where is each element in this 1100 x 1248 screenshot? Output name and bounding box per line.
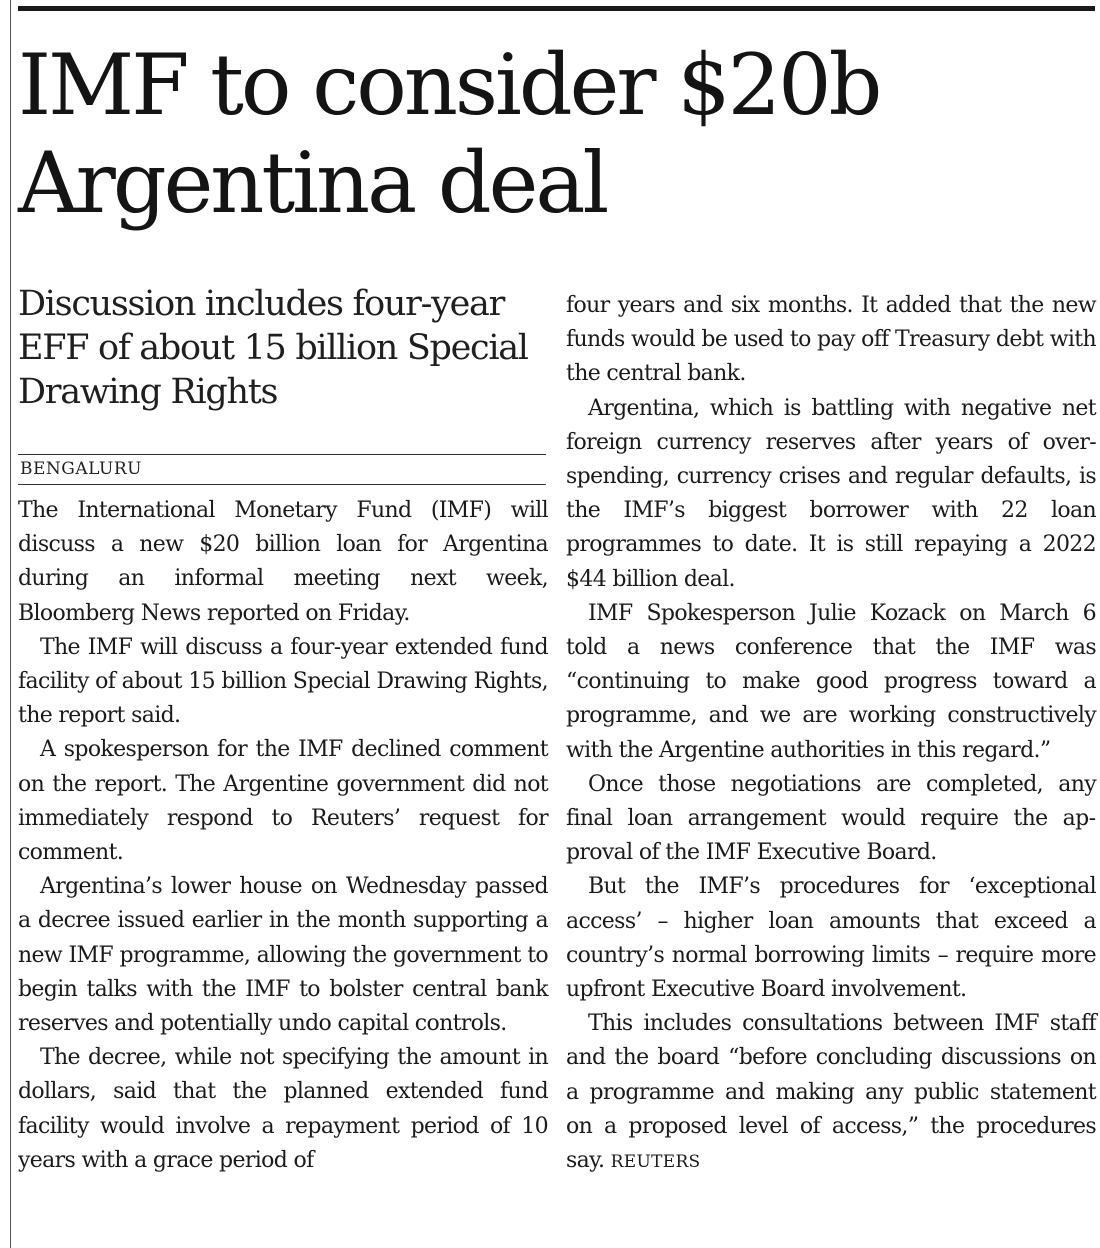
body-paragraph: Argentina, which is battling with negative net foreign currency reserves after years of over-spending, currency crises and regular defaults, is the IMF’s biggest borrower with 22 loan programmes to date. It is still repaying a 2022 $44 billion deal. [566,395,1096,592]
byline: REUTERS [610,1152,701,1173]
top-rule [18,6,1095,11]
body-paragraph: The International Monetary Fund (IMF) will discuss a new $20 billion loan for Argentina during an informal meeting next week, Bloomberg News reported on Friday. [18,498,548,626]
body-column-left [18,494,548,1178]
body-paragraph: The IMF will discuss a four-year extended fund facility of about 15 billion Special Drawing Rights, the report said. [18,634,548,729]
body-paragraph: But the IMF’s procedures for ‘exceptional access’ – higher loan amounts that exceed a country’s normal borrowing limits – require more upfront Executive Board involvement. [566,874,1096,1003]
body-paragraph-last [566,1007,1096,1179]
headline: IMF to consider $20b Argentina deal [18,36,880,232]
deck-subheadline: Discussion includes four-year EFF of about 15 billion Special Drawing Rights [18,284,528,412]
dateline-rule-top [18,454,546,455]
body-paragraph: Argentina’s lower house on Wednesday passed a decree issued earlier in the month supporting a new IMF programme, allowing the government to begin talks with the IMF to bolster central bank reserves and potentially undo capital controls. [18,874,548,1037]
body-paragraph-split: The decree, while not specifying the amount in dollars, said that the planned extended fund facility would involve a repayment period of 10 years with a grace period of [18,1045,548,1173]
page-edge-rule [10,0,11,1248]
dateline-rule-bottom [18,484,546,485]
dateline: BENGALURU [20,459,142,479]
body-paragraph: IMF Spokesperson Julie Kozack on March 6 told a news conference that the IMF was “continuing to make good progress toward a programme, and we are working constructively with the Argentine authorities in this regard.” [566,600,1096,763]
body-column-right [566,289,1096,1179]
body-paragraph-continued: four years and six months. It added that the new funds would be used to pay off Treasury debt with the central bank. [566,293,1096,387]
last-paragraph-text: This includes consultations between IMF staff and the board “before concluding discussions on a programme and making any public statement on a proposed level of access,” the procedures say. [566,1011,1096,1174]
body-paragraph: Once those negotiations are completed, any final loan arrangement would require the approval of the IMF Executive Board. [566,771,1096,866]
body-paragraph: A spokesperson for the IMF declined comment on the report. The Argentine government did not immediately respond to Reuters’ request for comment. [18,737,548,866]
